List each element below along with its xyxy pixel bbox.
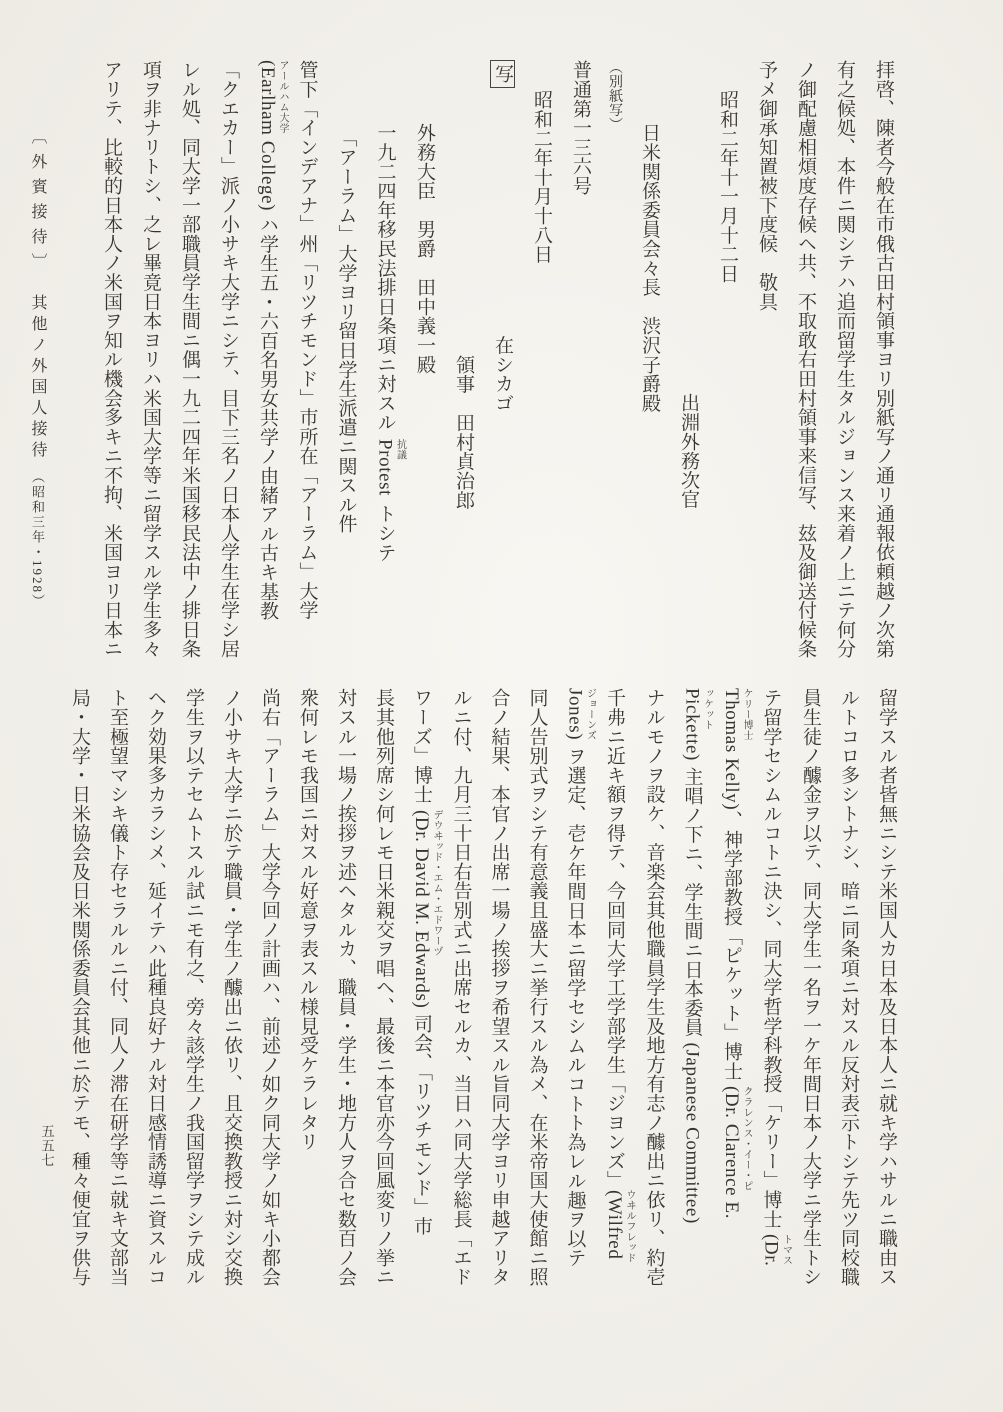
- margin-header: [26, 128, 49, 728]
- spacer: [421, 1008, 422, 1014]
- cover-letter-column-9: 普通第一三六号: [570, 60, 591, 196]
- latin-text: (Dr. Clarence E.: [721, 1086, 742, 1220]
- cover-letter-column-6: 出淵外務次官: [678, 392, 699, 509]
- latin-text: Pickette): [681, 688, 703, 761]
- latin-text: (Wilfred: [604, 1189, 625, 1264]
- spacer: [574, 741, 575, 747]
- cover-letter-column-15: 「アーラム」大学ヨリ留日学生派遣ニ関スル件: [335, 128, 357, 534]
- spacer: [384, 432, 385, 440]
- cover-letter-column-13: 外務大臣 男爵 田中義一殿: [414, 122, 435, 374]
- report-column-19: 学生ヲ以テセムトスル試ニモ有之、旁々該学生ノ我国留学ヲシテ成ル: [183, 688, 204, 1287]
- spacer: [384, 496, 385, 504]
- ruby-annotation: クラレンス・イー・ピ: [741, 1086, 752, 1220]
- page-number: 五五七: [39, 1124, 54, 1168]
- ruby-annotation: アールハム大学: [277, 60, 288, 212]
- report-column-15: 対スル一場ノ挨拶ヲ述ヘタルカ、職員・学生・地方人ヲ合セ数百ノ会: [335, 688, 356, 1287]
- cover-letter-column-12: 領事 田村貞治郎: [453, 354, 474, 509]
- report-column-11: 合ノ結果、本官ノ出席一場ノ挨拶ヲ希望スル旨同大学ヨリ申越アリタ: [488, 688, 510, 1287]
- report-column-9: Jones) ジョーンズヲ選定、壱ケ年間日本ニ留学セシムルコトト為レル趣ヲ以テ: [564, 688, 596, 1268]
- report-column-5: Thomas Kelly) ケリー博士、神学部教授「ピケット」博士(Dr. Clarence E. クラレンス・イー・ピ: [721, 688, 752, 1220]
- report-column-8: 千弗ニ近キ額ヲ得テ、今回同大学工学部学生「ジヨンズ」(Wilfred ウヰルフレッド: [604, 688, 635, 1264]
- latin-text: Protest: [374, 439, 396, 497]
- cover-letter-column-14: 一九二四年移民法排日条項ニ対スルProtest 抗議トシテ: [374, 122, 406, 562]
- latin-name-with-ruby: [721, 1086, 752, 1220]
- cover-letter-column-11: 写在シカゴ: [483, 60, 522, 666]
- cover-letter-column-10: 昭和二年十月十八日: [531, 90, 552, 265]
- cover-letter-column-18: 「クエカー」派ノ小サキ大学ニシテ、目下三名ノ日本人学生在学シ居: [218, 60, 239, 659]
- report-column-10: 同人告別式ヲシテ有意義且盛大ニ挙行スル為メ、在米帝国大使館ニ照: [526, 688, 548, 1287]
- report-column-14: 長其他列席シ何レモ日米親交ヲ唱ヘ、最後ニ本官亦今回風変リノ挙ニ: [373, 688, 394, 1287]
- report-column-22: 局・大学・日米協会及日米関係委員会其他ニ於テモ、種々便宜ヲ供与: [69, 688, 90, 1287]
- latin-name-with-ruby: [760, 1234, 792, 1267]
- report-column-20: ヘク効果多カラシメ、延イテハ此種良好ナル対日感情誘導ニ資スルコ: [145, 688, 166, 1287]
- cover-letter-column-19: レル処、同大学一部職員学生間ニ偶一九二四年米国移民法中ノ排日条: [179, 60, 200, 659]
- latin-name-with-ruby: [257, 60, 288, 212]
- report-column-12: ルニ付、九月三十日右告別式ニ出席セルカ、当日ハ同大学総長「エド: [450, 688, 472, 1287]
- latin-text: Thomas Kelly): [721, 688, 742, 811]
- cover-letter-column-7: 日米関係委員会々長 渋沢子爵殿: [639, 122, 660, 413]
- report-column-7: ナルモノヲ設ケ、音楽会其他職員学生及地方有志ノ醵出ニ依リ、約壱: [643, 688, 665, 1287]
- margin-section-title: 其他ノ外国人接待: [29, 294, 46, 462]
- spacer: [691, 761, 692, 767]
- cover-letter-column-4: 予メ御承知置被下度候 敬具: [756, 60, 777, 311]
- cover-letter-block: [92, 60, 903, 666]
- report-column-2: ルトコロ多シトナシ、暗ニ同条項ニ対スル反対表示トシテ先ツ同校職: [838, 688, 859, 1287]
- ruby-annotation: トマス: [780, 1234, 792, 1267]
- latin-name-with-ruby: [721, 688, 752, 811]
- consul-report-block: [60, 688, 905, 1296]
- latin-name-with-ruby: [604, 1189, 635, 1264]
- latin-name-with-ruby: [564, 688, 596, 741]
- report-column-1: 留学スル者皆無ニシテ米国人カ日本及日本人ニ就キ学ハサルニ職由ス: [876, 688, 897, 1287]
- latin-name-with-ruby: [681, 688, 713, 761]
- cover-letter-column-21: アリテ、比較的日本人ノ米国ヲ知ル機会多キニ不拘、米国ヨリ日本ニ: [101, 60, 122, 659]
- ruby-annotation: ジョーンズ: [584, 688, 596, 741]
- cover-letter-column-5: 昭和二年十一月十二日: [717, 90, 738, 284]
- copy-stamp-box: 写: [490, 60, 515, 88]
- report-column-4: テ留学セシムルコトニ決シ、同大学哲学科教授「ケリー」博士(Dr. トマス: [760, 688, 792, 1267]
- ruby-annotation: ッケット: [701, 688, 713, 761]
- latin-text: (Earlham College): [257, 60, 278, 212]
- cover-letter-column-2: 有之候処、本件ニ関シテハ追而留学生タルジョンス来着ノ上ニテ何分: [834, 60, 855, 659]
- report-column-16: 衆何レモ我国ニ対スル好意ヲ表スル様見受ケラレタリ: [297, 688, 318, 1152]
- cover-letter-column-1: 拝啓、陳者今般在市俄古田村領事ヨリ別紙写ノ通リ通報依頼越ノ次第: [873, 60, 894, 659]
- margin-category-label: 〔外賓接待〕: [29, 128, 46, 278]
- report-column-21: ト至極望マシキ儀ト存セラルルニ付、同人ノ滞在研学等ニ就キ文部当: [107, 688, 128, 1287]
- latin-text: (Dr.: [760, 1234, 782, 1267]
- latin-name-with-ruby: [374, 439, 406, 497]
- report-column-3: 員生徒ノ醵金ヲ以テ、同大学生一名ヲ一ケ年間日本ノ大学ニ学生トシ: [800, 688, 821, 1287]
- cover-letter-column-8: （別紙写）: [607, 60, 622, 132]
- ruby-annotation: 抗議: [394, 439, 406, 497]
- report-column-6: Pickette) ッケット主唱ノ下ニ、学生間ニ日本委員(Japanese Committee): [681, 688, 713, 1224]
- ruby-annotation: ケリー博士: [741, 688, 752, 811]
- cover-letter-column-16: 管下「インデアナ」州「リツチモンド」市所在「アーラム」大学: [296, 60, 318, 620]
- latin-text: Jones): [564, 688, 586, 741]
- cover-letter-column-3: ノ御配慮相煩度存候ヘ共、不取敢右田村領事来信写、玆及御送付候条: [795, 60, 816, 659]
- cover-letter-column-20: 項ヲ非ナリトシ、之レ畢竟日本ヨリハ米国大学等ニ留学スル学生多々: [140, 60, 161, 659]
- ruby-annotation: ウヰルフレッド: [624, 1189, 635, 1264]
- report-column-13: ワーズ」博士(Dr. David M. Edwards) デウヰッド・エム・エドワーヅ司会、「リツチモンド」市: [411, 688, 442, 1236]
- spacer: [502, 88, 503, 335]
- ruby-annotation: デウヰッド・エム・エドワーヅ: [431, 809, 442, 1008]
- latin-name-with-ruby: [411, 809, 442, 1008]
- spacer: [267, 211, 268, 215]
- report-column-18: ノ小サキ大学ニ於テ職員・学生ノ醵出ニ依リ、且交換教授ニ対シ交換: [221, 688, 242, 1287]
- cover-letter-column-17: (Earlham College) アールハム大学ハ学生五・六百名男女共学ノ由緒アル古キ基教: [257, 60, 288, 621]
- report-column-17: 尚右「アーラム」大学今回ノ計画ハ、前述ノ如ク同大学ノ如キ小都会: [259, 688, 280, 1287]
- latin-text: (Dr. David M. Edwards): [411, 809, 432, 1008]
- margin-year-label: （昭和三年・1928）: [30, 470, 45, 609]
- latin-text: (Japanese Committee): [681, 1042, 703, 1224]
